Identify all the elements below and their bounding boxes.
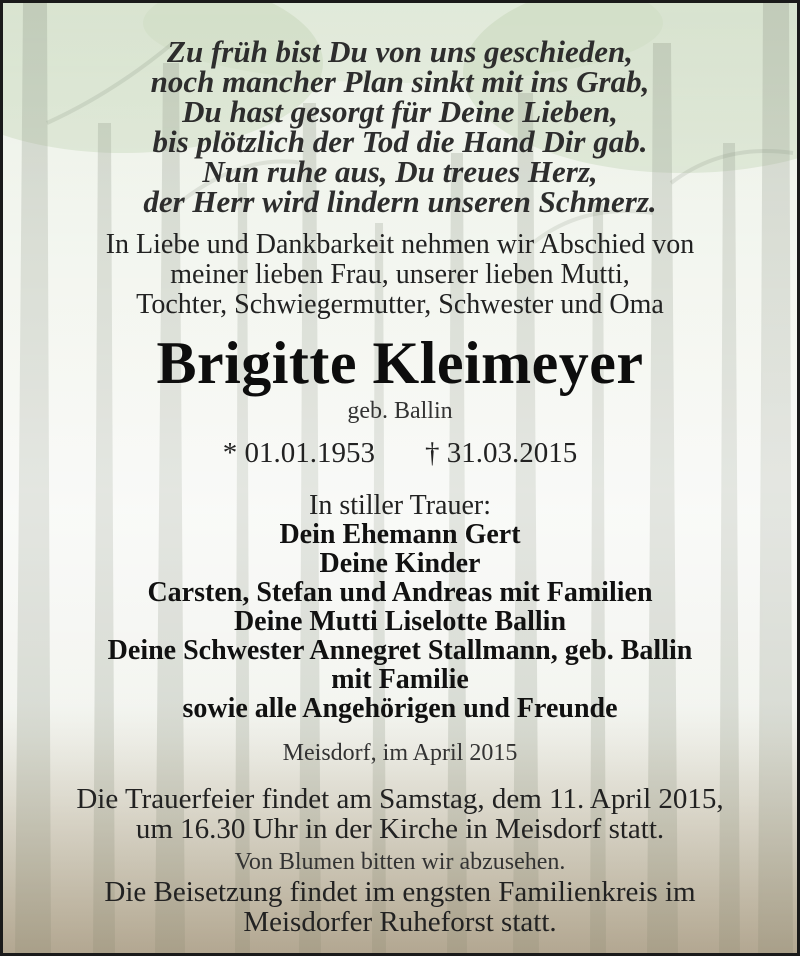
intro-line: Tochter, Schwiegermutter, Schwester und Oma: [136, 289, 664, 320]
poem-line: noch mancher Plan sinkt mit ins Grab,: [150, 64, 650, 99]
poem-line: der Herr wird lindern unseren Schmerz.: [143, 184, 657, 219]
birth-name: geb. Ballin: [347, 398, 453, 424]
ceremony-line: Die Trauerfeier findet am Samstag, dem 11. April 2015,: [76, 783, 724, 815]
mourner-line: Deine Kinder: [319, 548, 481, 579]
mourners-heading: In stiller Trauer:: [309, 490, 491, 521]
mourner-line: mit Familie: [331, 664, 469, 695]
death-date: † 31.03.2015: [425, 437, 578, 469]
mourner-line: sowie alle Angehörigen und Freunde: [182, 693, 618, 724]
notice-text: [3, 3, 797, 953]
place-date: Meisdorf, im April 2015: [282, 740, 518, 766]
mourner-line: Dein Ehemann Gert: [279, 519, 521, 550]
poem-line: Nun ruhe aus, Du treues Herz,: [202, 154, 598, 189]
poem-line: Zu früh bist Du von uns geschieden,: [167, 34, 633, 69]
burial-line: Die Beisetzung findet im engsten Familienkreis im: [104, 876, 696, 908]
life-dates: [3, 438, 797, 468]
deceased-name: Brigitte Kleimeyer: [156, 330, 644, 396]
flowers-note: Von Blumen bitten wir abzusehen.: [234, 849, 566, 875]
poem-line: bis plötzlich der Tod die Hand Dir gab.: [152, 124, 648, 159]
intro-line: meiner lieben Frau, unserer lieben Mutti,: [170, 259, 630, 290]
mourner-line: Deine Mutti Liselotte Ballin: [233, 606, 567, 637]
mourner-line: Deine Schwester Annegret Stallmann, geb. Ballin: [107, 635, 693, 666]
poem-line: Du hast gesorgt für Deine Lieben,: [182, 94, 618, 129]
mourner-line: Carsten, Stefan und Andreas mit Familien: [147, 577, 653, 608]
intro-line: In Liebe und Dankbarkeit nehmen wir Abschied von: [105, 229, 695, 260]
burial-line: Meisdorfer Ruheforst statt.: [243, 906, 557, 938]
birth-date: * 01.01.1953: [222, 437, 375, 469]
ceremony-line: um 16.30 Uhr in der Kirche in Meisdorf statt.: [135, 813, 665, 845]
